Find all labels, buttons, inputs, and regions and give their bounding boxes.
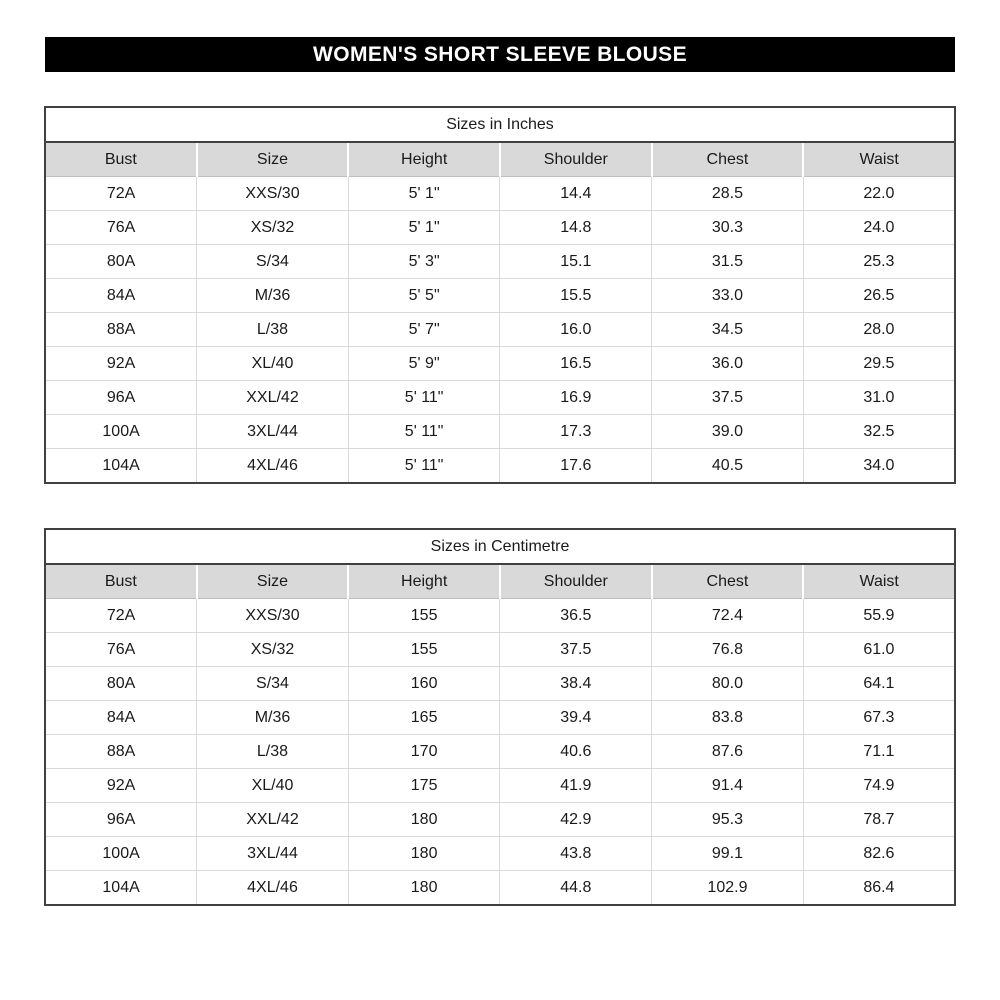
table-row <box>45 415 955 449</box>
table-cell: 102.9 <box>652 871 804 906</box>
table-cell: XXL/42 <box>197 381 349 415</box>
table-cell: 170 <box>348 735 500 769</box>
table-cell: 31.5 <box>652 245 804 279</box>
table-cell: XXL/42 <box>197 803 349 837</box>
table-cell: 100A <box>45 837 197 871</box>
table-cell: 40.6 <box>500 735 652 769</box>
table-row <box>45 633 955 667</box>
table-cell: 88A <box>45 313 197 347</box>
table-cell: 30.3 <box>652 211 804 245</box>
table-cell: XL/40 <box>197 347 349 381</box>
table-cell: 82.6 <box>803 837 955 871</box>
table-cell: 155 <box>348 599 500 633</box>
table-cell: XS/32 <box>197 211 349 245</box>
column-header-bust: Bust <box>45 564 197 599</box>
table-row <box>45 667 955 701</box>
table-cell: 155 <box>348 633 500 667</box>
table-cell: 26.5 <box>803 279 955 313</box>
table-cell: 80A <box>45 245 197 279</box>
table-cell: 39.4 <box>500 701 652 735</box>
product-title: WOMEN'S SHORT SLEEVE BLOUSE <box>313 42 687 66</box>
table-cell: 91.4 <box>652 769 804 803</box>
column-header-size: Size <box>197 564 349 599</box>
table-cell: 5' 5" <box>348 279 500 313</box>
table-cell: 99.1 <box>652 837 804 871</box>
table-cell: 5' 1" <box>348 177 500 211</box>
table-cell: 100A <box>45 415 197 449</box>
table-cell: 38.4 <box>500 667 652 701</box>
table-cell: 3XL/44 <box>197 415 349 449</box>
table-row <box>45 313 955 347</box>
table-cell: 33.0 <box>652 279 804 313</box>
table-cell: 96A <box>45 381 197 415</box>
column-header-shoulder: Shoulder <box>500 142 652 177</box>
table-cell: 74.9 <box>803 769 955 803</box>
table-row <box>45 177 955 211</box>
table-cell: XXS/30 <box>197 177 349 211</box>
table-cell: 42.9 <box>500 803 652 837</box>
table-cell: 44.8 <box>500 871 652 906</box>
table-cell: 17.6 <box>500 449 652 484</box>
table-row <box>45 871 955 906</box>
table-cell: 17.3 <box>500 415 652 449</box>
table-row <box>45 347 955 381</box>
table-row <box>45 245 955 279</box>
table-title-row <box>45 529 955 564</box>
table-row <box>45 279 955 313</box>
column-header-chest: Chest <box>652 564 804 599</box>
table-cell: 32.5 <box>803 415 955 449</box>
table-cell: 15.5 <box>500 279 652 313</box>
table-cell: 5' 7" <box>348 313 500 347</box>
table-cell: 14.4 <box>500 177 652 211</box>
column-header-waist: Waist <box>803 564 955 599</box>
column-header-shoulder: Shoulder <box>500 564 652 599</box>
table-cell: 67.3 <box>803 701 955 735</box>
table-cell: 5' 11" <box>348 449 500 484</box>
table-header-row <box>45 564 955 599</box>
table-cell: 36.0 <box>652 347 804 381</box>
table-cell: 76.8 <box>652 633 804 667</box>
table-cell: 76A <box>45 211 197 245</box>
table-cell: 4XL/46 <box>197 871 349 906</box>
table-title: Sizes in Centimetre <box>45 529 955 564</box>
table-row <box>45 735 955 769</box>
table-cell: 55.9 <box>803 599 955 633</box>
table-cell: 80A <box>45 667 197 701</box>
table-cell: L/38 <box>197 735 349 769</box>
table-cell: 80.0 <box>652 667 804 701</box>
table-cell: 95.3 <box>652 803 804 837</box>
table-cell: 5' 9" <box>348 347 500 381</box>
table-cell: 16.5 <box>500 347 652 381</box>
table-cell: 87.6 <box>652 735 804 769</box>
table-cell: 5' 3" <box>348 245 500 279</box>
table-cell: M/36 <box>197 701 349 735</box>
table-cell: XS/32 <box>197 633 349 667</box>
table-row <box>45 211 955 245</box>
table-cell: L/38 <box>197 313 349 347</box>
table-cell: 180 <box>348 871 500 906</box>
table-cell: 72A <box>45 599 197 633</box>
table-cell: 86.4 <box>803 871 955 906</box>
table-row <box>45 701 955 735</box>
table-cell: 34.0 <box>803 449 955 484</box>
column-header-waist: Waist <box>803 142 955 177</box>
table-cell: 61.0 <box>803 633 955 667</box>
table-cell: 64.1 <box>803 667 955 701</box>
table-cell: 14.8 <box>500 211 652 245</box>
table-cell: 29.5 <box>803 347 955 381</box>
table-row <box>45 837 955 871</box>
table-cell: 37.5 <box>500 633 652 667</box>
table-cell: 180 <box>348 803 500 837</box>
table-cell: 5' 1" <box>348 211 500 245</box>
table-cell: 175 <box>348 769 500 803</box>
table-cell: 180 <box>348 837 500 871</box>
table-cell: 22.0 <box>803 177 955 211</box>
table-cell: S/34 <box>197 245 349 279</box>
column-header-size: Size <box>197 142 349 177</box>
table-cell: 28.0 <box>803 313 955 347</box>
table-cell: 16.9 <box>500 381 652 415</box>
table-cell: 92A <box>45 347 197 381</box>
table-cell: 4XL/46 <box>197 449 349 484</box>
table-cell: 71.1 <box>803 735 955 769</box>
table-cell: 40.5 <box>652 449 804 484</box>
table-cell: 92A <box>45 769 197 803</box>
table-cell: 72.4 <box>652 599 804 633</box>
sizes-in-centimetre-table <box>44 528 956 906</box>
table-cell: 96A <box>45 803 197 837</box>
table-row <box>45 381 955 415</box>
table-cell: 88A <box>45 735 197 769</box>
table-cell: 25.3 <box>803 245 955 279</box>
table-cell: 160 <box>348 667 500 701</box>
table-cell: 3XL/44 <box>197 837 349 871</box>
table-cell: 28.5 <box>652 177 804 211</box>
table-cell: 37.5 <box>652 381 804 415</box>
table-cell: 15.1 <box>500 245 652 279</box>
column-header-height: Height <box>348 142 500 177</box>
sizes-in-inches-table <box>44 106 956 484</box>
table-cell: 72A <box>45 177 197 211</box>
table-row <box>45 599 955 633</box>
table-cell: 24.0 <box>803 211 955 245</box>
table-cell: 43.8 <box>500 837 652 871</box>
table-cell: 31.0 <box>803 381 955 415</box>
table-cell: XXS/30 <box>197 599 349 633</box>
table-cell: 16.0 <box>500 313 652 347</box>
table-cell: M/36 <box>197 279 349 313</box>
table-row <box>45 449 955 484</box>
table-cell: XL/40 <box>197 769 349 803</box>
table-cell: 165 <box>348 701 500 735</box>
table-cell: 5' 11" <box>348 415 500 449</box>
table-cell: 84A <box>45 279 197 313</box>
table-cell: S/34 <box>197 667 349 701</box>
column-header-chest: Chest <box>652 142 804 177</box>
table-cell: 39.0 <box>652 415 804 449</box>
table-cell: 84A <box>45 701 197 735</box>
table-cell: 104A <box>102 878 140 896</box>
product-title-banner <box>45 37 955 72</box>
column-header-bust: Bust <box>45 142 197 177</box>
table-cell: 78.7 <box>803 803 955 837</box>
table-cell: 104A <box>102 456 140 474</box>
column-header-height: Height <box>348 564 500 599</box>
table-header-row <box>45 142 955 177</box>
table-cell: 5' 11" <box>348 381 500 415</box>
table-row <box>45 803 955 837</box>
table-cell: 36.5 <box>500 599 652 633</box>
table-title-row <box>45 107 955 142</box>
table-cell: 76A <box>45 633 197 667</box>
table-cell: 41.9 <box>500 769 652 803</box>
table-cell: 34.5 <box>652 313 804 347</box>
table-title: Sizes in Inches <box>45 107 955 142</box>
table-row <box>45 769 955 803</box>
table-cell: 83.8 <box>652 701 804 735</box>
